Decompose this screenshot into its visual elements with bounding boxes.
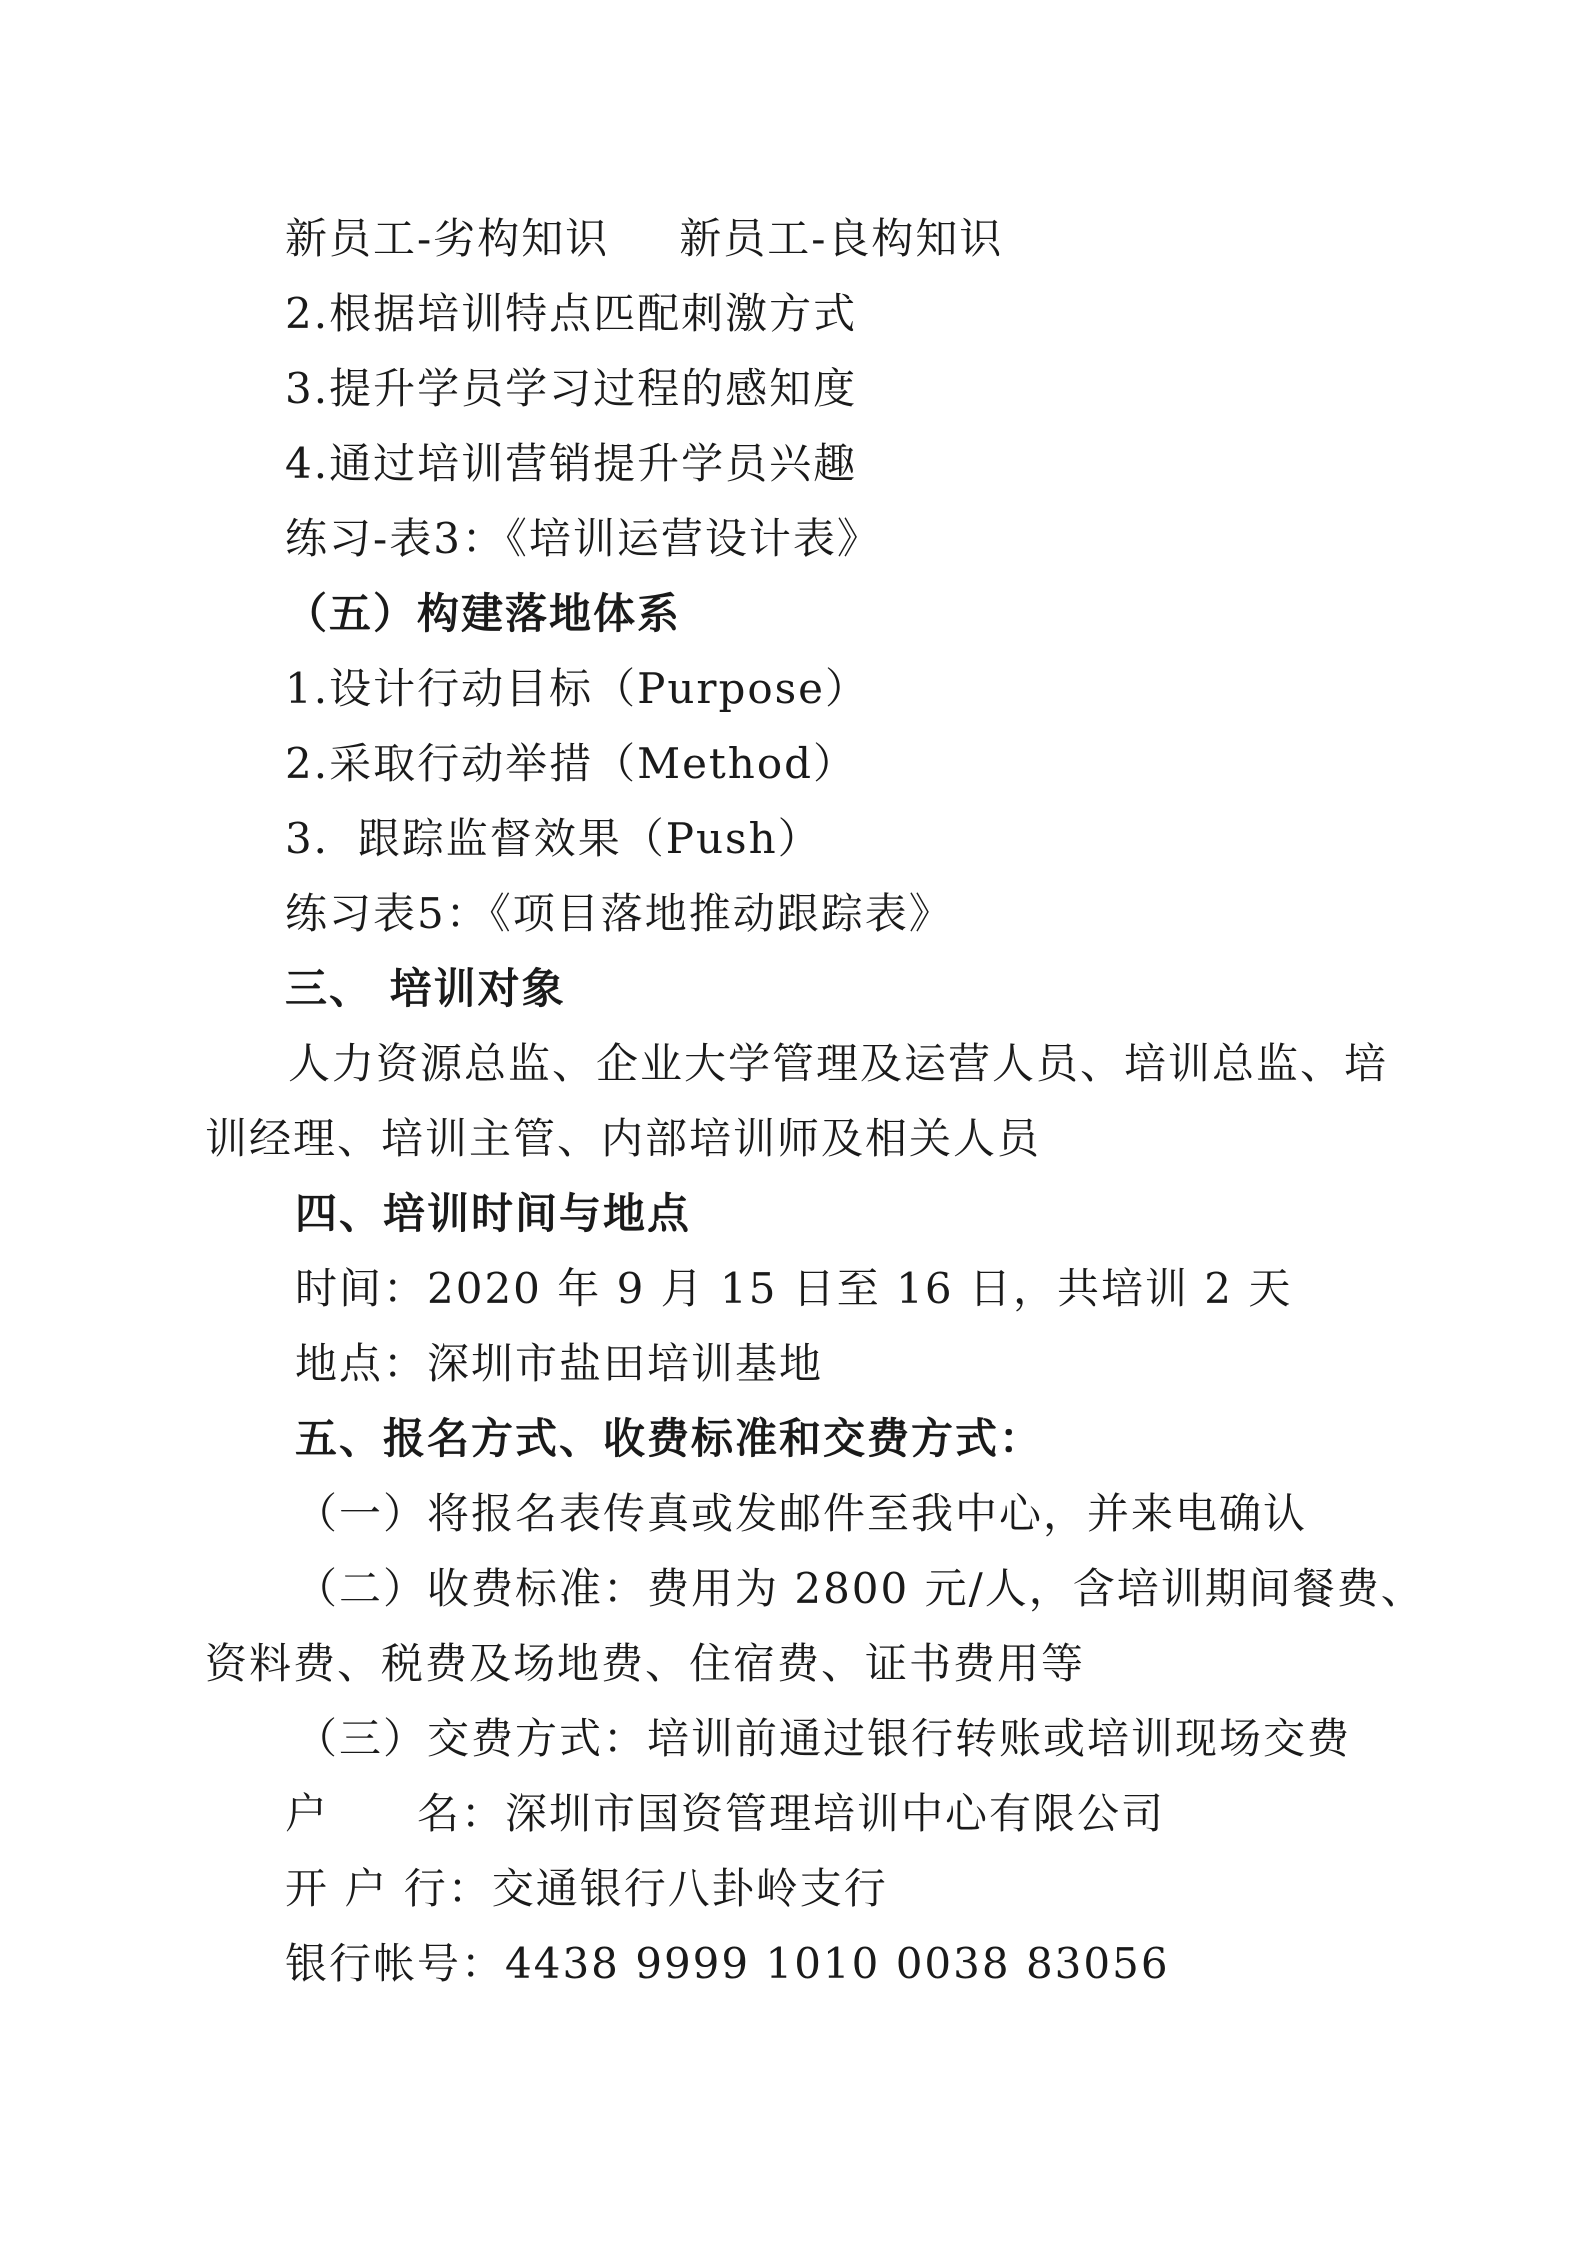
line-account-name: 户 名：深圳市国资管理培训中心有限公司 bbox=[285, 1789, 1166, 1838]
line-exercise-table-5: 练习表5：《项目落地推动跟踪表》 bbox=[285, 889, 953, 938]
line-place: 地点：深圳市盐田培训基地 bbox=[295, 1339, 824, 1388]
heading-training-audience: 三、 培训对象 bbox=[285, 964, 566, 1013]
line-time: 时间：2020 年 9 月 15 日至 16 日，共培训 2 天 bbox=[295, 1264, 1293, 1313]
line-method: 2.采取行动举措（Method） bbox=[285, 739, 858, 788]
line-knowledge-types bbox=[285, 215, 1003, 263]
knowledge-ill-structured: 新员工-劣构知识 bbox=[285, 214, 610, 263]
line-perception: 3.提升学员学习过程的感知度 bbox=[285, 364, 858, 413]
line-push: 3．跟踪监督效果（Push） bbox=[285, 814, 822, 863]
heading-time-place: 四、培训时间与地点 bbox=[295, 1189, 692, 1238]
knowledge-well-structured: 新员工-良构知识 bbox=[679, 214, 1004, 263]
heading-landing-system: （五）构建落地体系 bbox=[285, 589, 682, 638]
line-purpose: 1.设计行动目标（Purpose） bbox=[285, 664, 870, 713]
paragraph-audience-line1: 人力资源总监、企业大学管理及运营人员、培训总监、培 bbox=[288, 1039, 1389, 1088]
line-fee-details: 资料费、税费及场地费、住宿费、证书费用等 bbox=[205, 1639, 1086, 1688]
line-registration-method: （一）将报名表传真或发邮件至我中心，并来电确认 bbox=[295, 1489, 1308, 1538]
line-exercise-table-3: 练习-表3：《培训运营设计表》 bbox=[285, 514, 881, 563]
line-bank-account: 银行帐号：4438 9999 1010 0038 83056 bbox=[285, 1939, 1170, 1988]
line-payment-method: （三）交费方式：培训前通过银行转账或培训现场交费 bbox=[295, 1714, 1352, 1763]
line-fee-standard: （二）收费标准：费用为 2800 元/人，含培训期间餐费、 bbox=[295, 1564, 1425, 1613]
paragraph-audience-line2: 训经理、培训主管、内部培训师及相关人员 bbox=[205, 1114, 1042, 1163]
line-marketing: 4.通过培训营销提升学员兴趣 bbox=[285, 439, 858, 488]
line-match-stimulus: 2.根据培训特点匹配刺激方式 bbox=[285, 289, 858, 338]
line-bank-branch: 开 户 行：交通银行八卦岭支行 bbox=[285, 1864, 888, 1913]
heading-registration-fees: 五、报名方式、收费标准和交费方式： bbox=[295, 1414, 1044, 1463]
